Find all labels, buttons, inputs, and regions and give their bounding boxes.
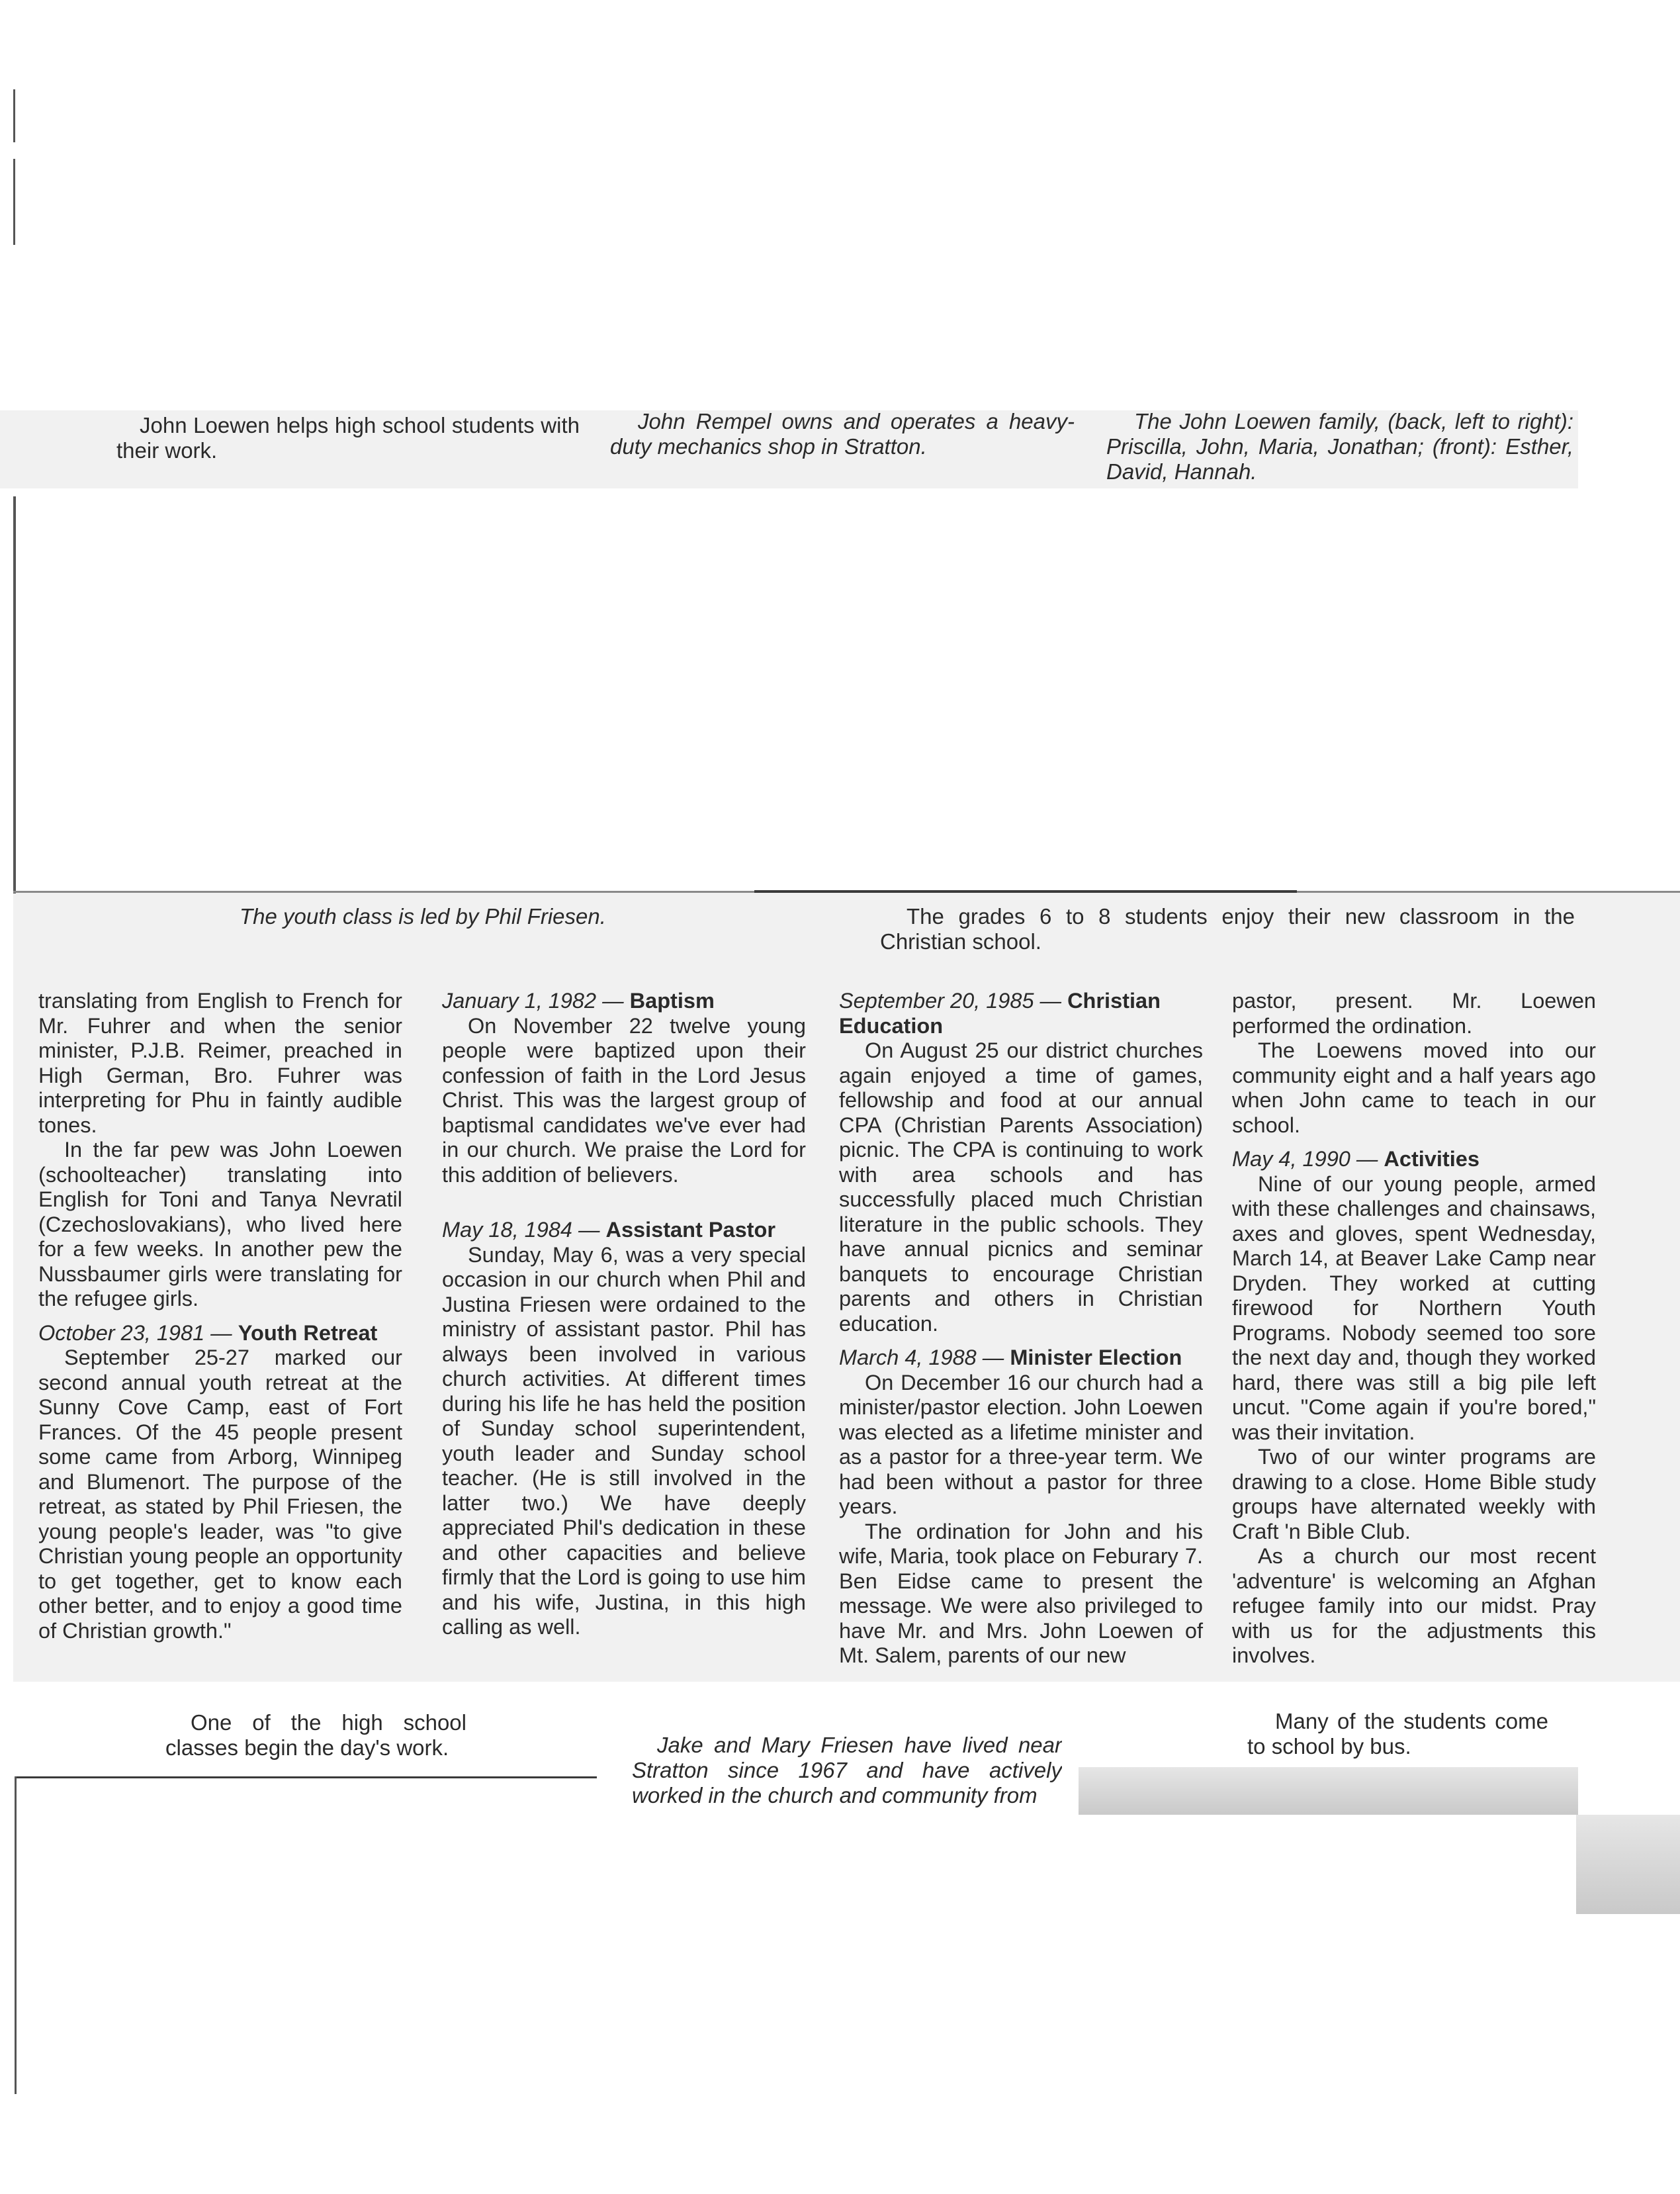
heading-date: May 4, 1990 —	[1232, 1147, 1378, 1171]
paragraph: translating from English to French for Mr. Fuhrer and when the senior minister, P.J.B. Reimer, preached in High German, Bro. Fuhrer was interpreting for Phu in faintly audible tones.	[38, 989, 402, 1137]
caption-classroom: The grades 6 to 8 students enjoy their new classroom in the Christian school.	[880, 904, 1575, 954]
paragraph: Sunday, May 6, was a very special occasion in our church when Phil and Justina Friesen were ordained to the ministry of assistant pastor. Phil has always been involved in various church activities. At different times during his life he has held the position of Sunday school superintendent, youth leader and Sunday school teacher. (He is still involved in the latter two.) We have deeply appreciated Phil's dedication in these and other capacities and believe firmly that the Lord is going to use him and his wife, Justina, in this high calling as well.	[442, 1242, 806, 1639]
article-column-1	[38, 989, 402, 1643]
bus-photo-edge	[1079, 1767, 1578, 1815]
photo-bottom-rule-dark	[754, 890, 1297, 893]
paragraph: The ordination for John and his wife, Maria, took place on Feburary 7. Ben Eidse came to present the message. We were also privileged to have Mr. and Mrs. John Loewen of Mt. Salem, parents of our new	[839, 1519, 1203, 1667]
caption-loewen-family: The John Loewen family, (back, left to right): Priscilla, John, Maria, Jonathan; (front): Esther, David, Hannah.	[1106, 409, 1573, 484]
section-heading-activities	[1232, 1147, 1596, 1172]
paragraph: September 25-27 marked our second annual youth retreat at the Sunny Cove Camp, east of Fort Frances. Of the 45 people present some came from Arborg, Winnipeg and Blumenort. The purpose of the retreat, as stated by Phil Friesen, the young people's leader, was "to give Christian young people an opportunity to get together, get to know each other better, and to enjoy a good time of Christian growth."	[38, 1346, 402, 1643]
section-heading-christian-education	[839, 989, 1203, 1038]
scan-mark	[13, 159, 15, 245]
section-heading-minister-election	[839, 1346, 1203, 1371]
paragraph: Two of our winter programs are drawing to a close. Home Bible study groups have alternated weekly with Craft 'n Bible Club.	[1232, 1445, 1596, 1543]
paragraph: Nine of our young people, armed with these challenges and chainsaws, axes and gloves, spent Wednesday, March 14, at Beaver Lake Camp near Dryden. They worked at cutting firewood for Northern Youth Programs. Nobody seemed too sore the next day and, though they worked hard, there was still a big pile left uncut. "Come again if you're bored," was their invitation.	[1232, 1171, 1596, 1444]
heading-date: January 1, 1982 —	[442, 989, 624, 1013]
paragraph: On November 22 twelve young people were baptized upon their confession of faith in the Lord Jesus Christ. This was the largest group of baptismal candidates we've ever had in our church. We praise the Lord for this addition of believers.	[442, 1013, 806, 1187]
heading-title: Minister Election	[1010, 1346, 1182, 1369]
heading-title: Baptism	[629, 989, 715, 1013]
bus-photo-edge-right	[1576, 1815, 1680, 1914]
paragraph: pastor, present. Mr. Loewen performed the ordination.	[1232, 989, 1596, 1038]
heading-title: Christian Education	[839, 989, 1161, 1038]
paragraph: In the far pew was John Loewen (schoolteacher) translating into English for Toni and Tanya Nevratil (Czechoslovakians), who lived here for a few weeks. In another pew the Nussbaumer girls were translating for the refugee girls.	[38, 1138, 402, 1310]
section-heading-youth-retreat	[38, 1321, 402, 1346]
bottom-photo-left-edge	[15, 1776, 17, 2094]
caption-rempel-shop: John Rempel owns and operates a heavy-duty mechanics shop in Stratton.	[610, 409, 1075, 459]
caption-youth-class: The youth class is led by Phil Friesen.	[240, 904, 606, 929]
scan-mark	[13, 89, 15, 142]
heading-title: Activities	[1384, 1147, 1480, 1171]
paragraph: As a church our most recent 'adventure' is welcoming an Afghan refugee family into our midst. Pray with us for the adjustments this involves.	[1232, 1544, 1596, 1667]
heading-date: May 18, 1984 —	[442, 1218, 600, 1242]
paragraph: On December 16 our church had a minister/pastor election. John Loewen was elected as a lifetime minister and as a pastor for a three-year term. We had been without a pastor for three years.	[839, 1370, 1203, 1518]
article-column-2	[442, 989, 806, 1640]
bottom-photo-top-rule	[15, 1776, 597, 1778]
paragraph: The Loewens moved into our community eight and a half years ago when John came to teach in our school.	[1232, 1038, 1596, 1137]
caption-high-school-class: One of the high school classes begin the day's work.	[165, 1710, 466, 1760]
caption-jake-mary-friesen: Jake and Mary Friesen have lived near Stratton since 1967 and have actively worked in the church and community from	[632, 1733, 1062, 1807]
heading-title: Youth Retreat	[238, 1320, 378, 1345]
left-photo-edge	[13, 496, 16, 893]
caption-loewen-students: John Loewen helps high school students with their work.	[116, 413, 580, 463]
caption-students-bus: Many of the students come to school by bus.	[1247, 1709, 1548, 1759]
article-column-3	[839, 989, 1203, 1668]
paragraph: On August 25 our district churches again enjoyed a time of games, fellowship and food at our annual CPA (Christian Parents Association) picnic. The CPA is continuing to work with area schools and has successfully placed much Christian literature in the public schools. They have annual picnics and seminar banquets to encourage Christian parents and others in Christian education.	[839, 1038, 1203, 1336]
section-heading-assistant-pastor	[442, 1218, 806, 1243]
heading-date: October 23, 1981 —	[38, 1320, 232, 1345]
heading-date: September 20, 1985 —	[839, 989, 1062, 1013]
heading-date: March 4, 1988 —	[839, 1346, 1004, 1369]
section-heading-baptism	[442, 989, 806, 1014]
heading-title: Assistant Pastor	[605, 1218, 775, 1242]
article-column-4	[1232, 989, 1596, 1668]
